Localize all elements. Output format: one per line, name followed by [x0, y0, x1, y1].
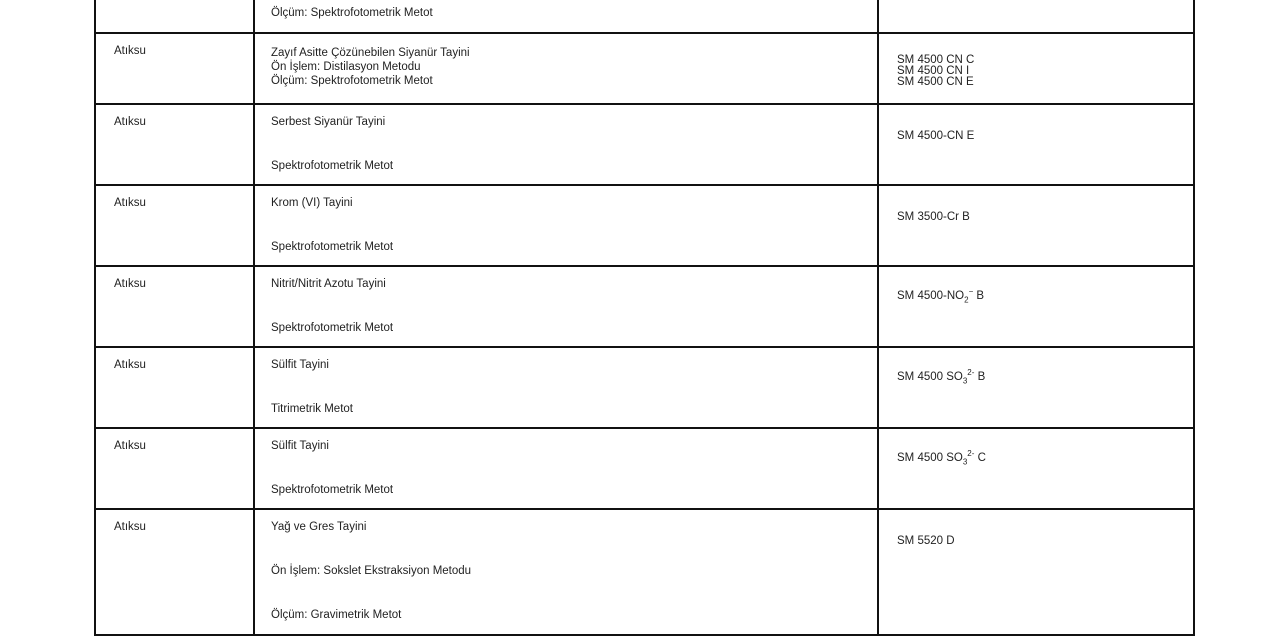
parameter-cell — [254, 33, 878, 104]
parameter-method: Spektrofotometrik Metot — [271, 160, 394, 172]
parameter-measurement: Ölçüm: Gravimetrik Metot — [271, 609, 402, 621]
parameter-method: Spektrofotometrik Metot — [271, 484, 394, 496]
parameter-title: Krom (VI) Tayini — [271, 197, 353, 209]
matrix-label: Atıksu — [114, 521, 146, 533]
parameter-method: Titrimetrik Metot — [271, 403, 353, 415]
parameter-title: Zayıf Asitte Çözünebilen Siyanür Tayini — [271, 47, 470, 59]
matrix-cell — [95, 347, 254, 428]
parameter-cell — [254, 0, 878, 33]
standard-code: SM 4500-CN E — [897, 130, 975, 142]
matrix-cell — [95, 33, 254, 104]
standard-code: SM 4500 $SO_3^{2-}$ C — [897, 449, 986, 467]
standard-cell — [878, 104, 1194, 185]
parameter-cell — [254, 266, 878, 347]
matrix-label: Atıksu — [114, 440, 146, 452]
matrix-cell — [95, 0, 254, 33]
standard-code: SM 3500-Cr B — [897, 211, 970, 223]
parameter-cell — [254, 428, 878, 509]
matrix-cell — [95, 266, 254, 347]
matrix-label: Atıksu — [114, 197, 146, 209]
standard-cell — [878, 185, 1194, 266]
matrix-label: Atıksu — [114, 359, 146, 371]
matrix-cell — [95, 509, 254, 635]
test-methods-table — [94, 0, 1195, 636]
standard-cell — [878, 428, 1194, 509]
standard-cell — [878, 33, 1194, 104]
standard-code: SM 5520 D — [897, 535, 955, 547]
standard-code: SM $4500-NO_2^-$ B — [897, 287, 985, 305]
parameter-measurement: Ölçüm: Spektrofotometrik Metot — [271, 75, 433, 87]
matrix-label: Atıksu — [114, 45, 146, 57]
table-row — [95, 185, 1194, 266]
table-row — [95, 0, 1194, 33]
standard-code: SM 4500 CN E — [897, 76, 974, 88]
parameter-title: Sülfit Tayini — [271, 359, 329, 371]
parameter-cell — [254, 347, 878, 428]
parameter-cell — [254, 104, 878, 185]
table-row — [95, 33, 1194, 104]
matrix-label: Atıksu — [114, 278, 146, 290]
parameter-cell — [254, 185, 878, 266]
standard-cell — [878, 266, 1194, 347]
matrix-cell — [95, 185, 254, 266]
standard-code: SM 4500 CN C — [897, 54, 975, 66]
table-row — [95, 104, 1194, 185]
parameter-method: Spektrofotometrik Metot — [271, 241, 394, 253]
parameter-title: Serbest Siyanür Tayini — [271, 116, 386, 128]
parameter-cell — [254, 509, 878, 635]
parameter-line: Ölçüm: Spektrofotometrik Metot — [271, 7, 433, 19]
parameter-pretreatment: Ön İşlem: Distilasyon Metodu — [271, 61, 421, 73]
table-row — [95, 428, 1194, 509]
matrix-cell — [95, 428, 254, 509]
table-row — [95, 266, 1194, 347]
parameter-method: Spektrofotometrik Metot — [271, 322, 394, 334]
standard-code: SM 4500 CN I — [897, 65, 970, 77]
standard-code: SM 4500 $SO_3^{2-}$ B — [897, 368, 986, 386]
matrix-cell — [95, 104, 254, 185]
table-row — [95, 509, 1194, 635]
matrix-label: Atıksu — [114, 116, 146, 128]
parameter-title: Sülfit Tayini — [271, 440, 329, 452]
parameter-title: Nitrit/Nitrit Azotu Tayini — [271, 278, 386, 290]
standard-cell — [878, 347, 1194, 428]
table-row — [95, 347, 1194, 428]
parameter-title: Yağ ve Gres Tayini — [271, 521, 367, 533]
standard-cell — [878, 0, 1194, 33]
parameter-pretreatment: Ön İşlem: Sokslet Ekstraksiyon Metodu — [271, 565, 472, 577]
standard-cell — [878, 509, 1194, 635]
